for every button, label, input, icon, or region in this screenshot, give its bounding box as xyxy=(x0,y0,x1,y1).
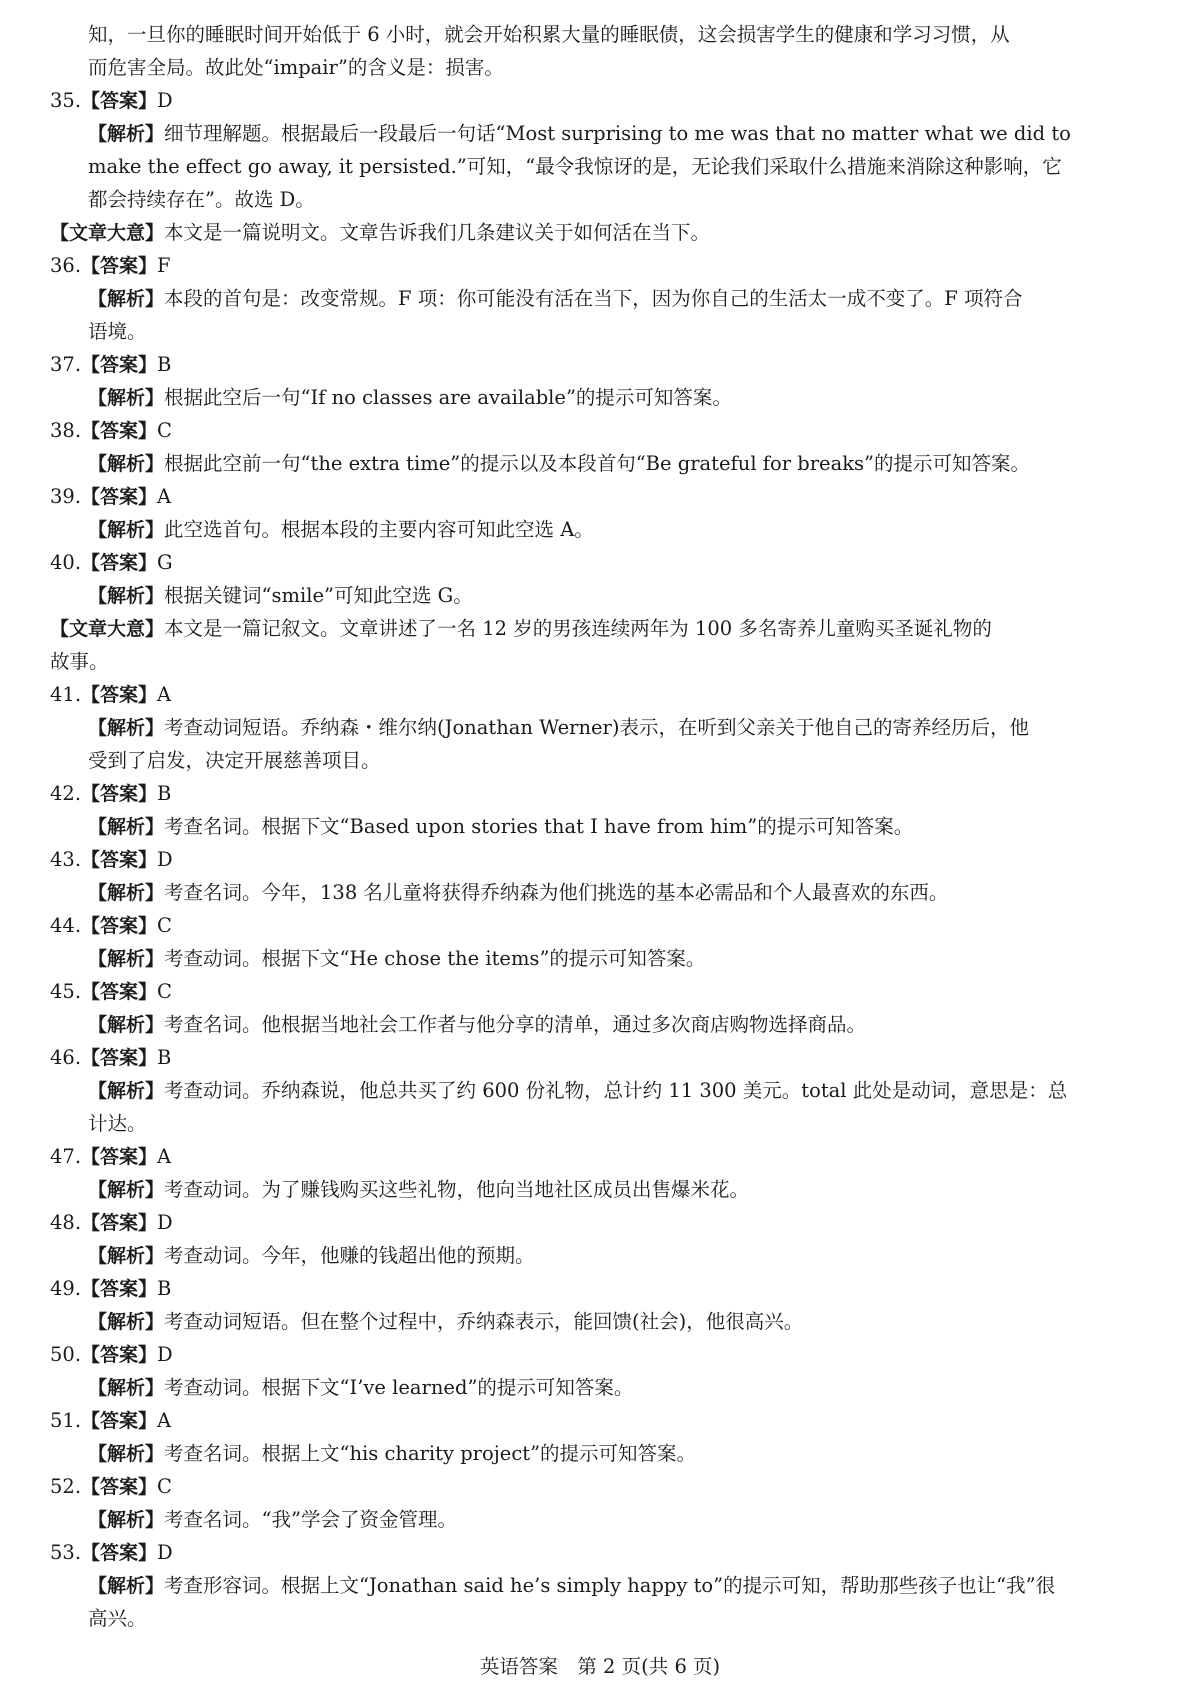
line-text: C xyxy=(157,914,172,937)
section-marker: 【解析】 xyxy=(88,585,165,607)
section-marker: 【解析】 xyxy=(88,948,165,970)
line-text: C xyxy=(157,980,172,1003)
line-text: 考查形容词。根据上文“Jonathan said he’s simply happy to”的提示可知，帮助那些孩子也让“我”很 xyxy=(164,1574,1056,1597)
section-marker: 【解析】 xyxy=(88,1377,165,1399)
text-line xyxy=(50,1305,1158,1338)
line-text: D xyxy=(157,1211,173,1234)
line-text: 本文是一篇记叙文。文章讲述了一名 12 岁的男孩连续两年为 100 多名寄养儿童购买圣诞礼物的 xyxy=(164,617,992,640)
text-line xyxy=(50,282,1158,315)
section-marker: 【答案】 xyxy=(81,1410,158,1432)
section-marker: 【解析】 xyxy=(88,519,165,541)
text-line xyxy=(50,1206,1158,1239)
section-marker: 【答案】 xyxy=(81,255,158,277)
question-number: 47. xyxy=(50,1145,82,1168)
line-text: D xyxy=(157,1541,173,1564)
section-marker: 【解析】 xyxy=(88,1014,165,1036)
line-text: 考查名词。今年，138 名儿童将获得乔纳森为他们挑选的基本必需品和个人最喜欢的东西。 xyxy=(164,881,949,904)
text-line xyxy=(50,1074,1158,1107)
text-line xyxy=(50,1404,1158,1437)
line-text: C xyxy=(157,1475,172,1498)
text-line xyxy=(50,1569,1158,1602)
line-text: 考查动词。乔纳森说，他总共买了约 600 份礼物，总计约 11 300 美元。total 此处是动词，意思是：总 xyxy=(164,1079,1068,1102)
section-marker: 【答案】 xyxy=(81,915,158,937)
line-text: A xyxy=(157,1409,172,1432)
text-line xyxy=(50,150,1158,183)
section-marker: 【解析】 xyxy=(88,1509,165,1531)
line-text: 高兴。 xyxy=(88,1607,147,1630)
answer-content xyxy=(50,18,1158,1635)
section-marker: 【答案】 xyxy=(81,420,158,442)
page-footer: 英语答案 第 2 页(共 6 页) xyxy=(479,1655,721,1678)
section-marker: 【答案】 xyxy=(81,783,158,805)
section-marker: 【答案】 xyxy=(81,1212,158,1234)
text-line xyxy=(50,1107,1158,1140)
line-text: C xyxy=(157,419,172,442)
line-text: G xyxy=(157,551,173,574)
question-number: 41. xyxy=(50,683,82,706)
text-line xyxy=(50,1041,1158,1074)
section-marker: 【文章大意】 xyxy=(50,618,165,640)
section-marker: 【答案】 xyxy=(81,90,158,112)
text-line xyxy=(50,909,1158,942)
question-number: 36. xyxy=(50,254,82,277)
text-line xyxy=(50,51,1158,84)
line-text: 考查名词。根据上文“his charity project”的提示可知答案。 xyxy=(164,1442,697,1465)
text-line xyxy=(50,1371,1158,1404)
line-text: 故事。 xyxy=(50,650,109,673)
text-line xyxy=(50,744,1158,777)
question-number: 50. xyxy=(50,1343,82,1366)
line-text: make the effect go away, it persisted.”可知，“最令我惊讶的是，无论我们采取什么措施来消除这种影响，它 xyxy=(88,155,1062,178)
text-line xyxy=(50,1173,1158,1206)
line-text: 计达。 xyxy=(88,1112,147,1135)
text-line xyxy=(50,876,1158,909)
question-number: 48. xyxy=(50,1211,82,1234)
text-line xyxy=(50,1008,1158,1041)
section-marker: 【答案】 xyxy=(81,1344,158,1366)
text-line xyxy=(50,447,1158,480)
text-line xyxy=(50,612,1158,645)
text-line xyxy=(50,1503,1158,1536)
question-number: 51. xyxy=(50,1409,82,1432)
line-text: 本段的首句是：改变常规。F 项：你可能没有活在当下，因为你自己的生活太一成不变了。F 项符合 xyxy=(164,287,1023,310)
line-text: 此空选首句。根据本段的主要内容可知此空选 A。 xyxy=(164,518,594,541)
line-text: 语境。 xyxy=(88,320,147,343)
question-number: 44. xyxy=(50,914,82,937)
section-marker: 【答案】 xyxy=(81,552,158,574)
line-text: B xyxy=(157,782,172,805)
line-text: 知，一旦你的睡眠时间开始低于 6 小时，就会开始积累大量的睡眠债，这会损害学生的健康和学习习惯，从 xyxy=(88,23,1010,46)
section-marker: 【解析】 xyxy=(88,1443,165,1465)
line-text: 根据此空后一句“If no classes are available”的提示可知答案。 xyxy=(164,386,732,409)
section-marker: 【答案】 xyxy=(81,486,158,508)
section-marker: 【解析】 xyxy=(88,1179,165,1201)
text-line xyxy=(50,1536,1158,1569)
line-text: 考查动词。今年，他赚的钱超出他的预期。 xyxy=(164,1244,535,1267)
line-text: D xyxy=(157,1343,173,1366)
text-line xyxy=(50,1338,1158,1371)
text-line xyxy=(50,678,1158,711)
line-text: 根据此空前一句“the extra time”的提示以及本段首句“Be grateful for breaks”的提示可知答案。 xyxy=(164,452,1031,475)
line-text: 考查名词。“我”学会了资金管理。 xyxy=(164,1508,457,1531)
question-number: 37. xyxy=(50,353,82,376)
text-line xyxy=(50,480,1158,513)
section-marker: 【答案】 xyxy=(81,684,158,706)
text-line xyxy=(50,513,1158,546)
section-marker: 【答案】 xyxy=(81,1146,158,1168)
line-text: 考查动词短语。但在整个过程中，乔纳森表示，能回馈(社会)，他很高兴。 xyxy=(164,1310,804,1333)
line-text: 本文是一篇说明文。文章告诉我们几条建议关于如何活在当下。 xyxy=(164,221,711,244)
text-line xyxy=(50,942,1158,975)
question-number: 38. xyxy=(50,419,82,442)
question-number: 35. xyxy=(50,89,82,112)
section-marker: 【答案】 xyxy=(81,849,158,871)
text-line xyxy=(50,1140,1158,1173)
line-text: 考查名词。他根据当地社会工作者与他分享的清单，通过多次商店购物选择商品。 xyxy=(164,1013,867,1036)
text-line xyxy=(50,348,1158,381)
section-marker: 【解析】 xyxy=(88,882,165,904)
question-number: 42. xyxy=(50,782,82,805)
question-number: 43. xyxy=(50,848,82,871)
text-line xyxy=(50,711,1158,744)
section-marker: 【答案】 xyxy=(81,1278,158,1300)
line-text: 考查动词短语。乔纳森・维尔纳(Jonathan Werner)表示，在听到父亲关于他自己的寄养经历后，他 xyxy=(164,716,1029,739)
question-number: 39. xyxy=(50,485,82,508)
text-line xyxy=(50,216,1158,249)
text-line xyxy=(50,414,1158,447)
line-text: A xyxy=(157,1145,172,1168)
question-number: 40. xyxy=(50,551,82,574)
line-text: D xyxy=(157,89,173,112)
text-line xyxy=(50,579,1158,612)
section-marker: 【解析】 xyxy=(88,717,165,739)
text-line xyxy=(50,645,1158,678)
question-number: 52. xyxy=(50,1475,82,1498)
question-number: 49. xyxy=(50,1277,82,1300)
line-text: 根据关键词“smile”可知此空选 G。 xyxy=(164,584,473,607)
text-line xyxy=(50,1272,1158,1305)
text-line xyxy=(50,1602,1158,1635)
line-text: 考查动词。根据下文“I’ve learned”的提示可知答案。 xyxy=(164,1376,634,1399)
section-marker: 【解析】 xyxy=(88,453,165,475)
section-marker: 【解析】 xyxy=(88,1311,165,1333)
line-text: F xyxy=(157,254,171,277)
line-text: A xyxy=(157,485,172,508)
text-line xyxy=(50,381,1158,414)
line-text: 考查动词。根据下文“He chose the items”的提示可知答案。 xyxy=(164,947,706,970)
text-line xyxy=(50,810,1158,843)
question-number: 53. xyxy=(50,1541,82,1564)
section-marker: 【答案】 xyxy=(81,354,158,376)
line-text: 都会持续存在”。故选 D。 xyxy=(88,188,315,211)
text-line xyxy=(50,183,1158,216)
line-text: B xyxy=(157,1277,172,1300)
text-line xyxy=(50,546,1158,579)
section-marker: 【答案】 xyxy=(81,981,158,1003)
question-number: 45. xyxy=(50,980,82,1003)
section-marker: 【答案】 xyxy=(81,1476,158,1498)
text-line xyxy=(50,975,1158,1008)
line-text: 考查名词。根据下文“Based upon stories that I have from him”的提示可知答案。 xyxy=(164,815,914,838)
line-text: 受到了启发，决定开展慈善项目。 xyxy=(88,749,381,772)
text-line xyxy=(50,843,1158,876)
section-marker: 【解析】 xyxy=(88,288,165,310)
text-line xyxy=(50,1470,1158,1503)
text-line xyxy=(50,1239,1158,1272)
text-line xyxy=(50,18,1158,51)
section-marker: 【解析】 xyxy=(88,1245,165,1267)
section-marker: 【解析】 xyxy=(88,1080,165,1102)
section-marker: 【文章大意】 xyxy=(50,222,165,244)
line-text: B xyxy=(157,1046,172,1069)
line-text: 细节理解题。根据最后一段最后一句话“Most surprising to me was that no matter what we did to xyxy=(164,122,1071,145)
line-text: 而危害全局。故此处“impair”的含义是：损害。 xyxy=(88,56,504,79)
question-number: 46. xyxy=(50,1046,82,1069)
text-line xyxy=(50,249,1158,282)
section-marker: 【解析】 xyxy=(88,387,165,409)
line-text: D xyxy=(157,848,173,871)
line-text: A xyxy=(157,683,172,706)
text-line xyxy=(50,1437,1158,1470)
section-marker: 【解析】 xyxy=(88,123,165,145)
text-line xyxy=(50,117,1158,150)
text-line xyxy=(50,777,1158,810)
line-text: B xyxy=(157,353,172,376)
line-text: 考查动词。为了赚钱购买这些礼物，他向当地社区成员出售爆米花。 xyxy=(164,1178,750,1201)
section-marker: 【解析】 xyxy=(88,1575,165,1597)
section-marker: 【解析】 xyxy=(88,816,165,838)
section-marker: 【答案】 xyxy=(81,1542,158,1564)
text-line xyxy=(50,84,1158,117)
section-marker: 【答案】 xyxy=(81,1047,158,1069)
text-line xyxy=(50,315,1158,348)
